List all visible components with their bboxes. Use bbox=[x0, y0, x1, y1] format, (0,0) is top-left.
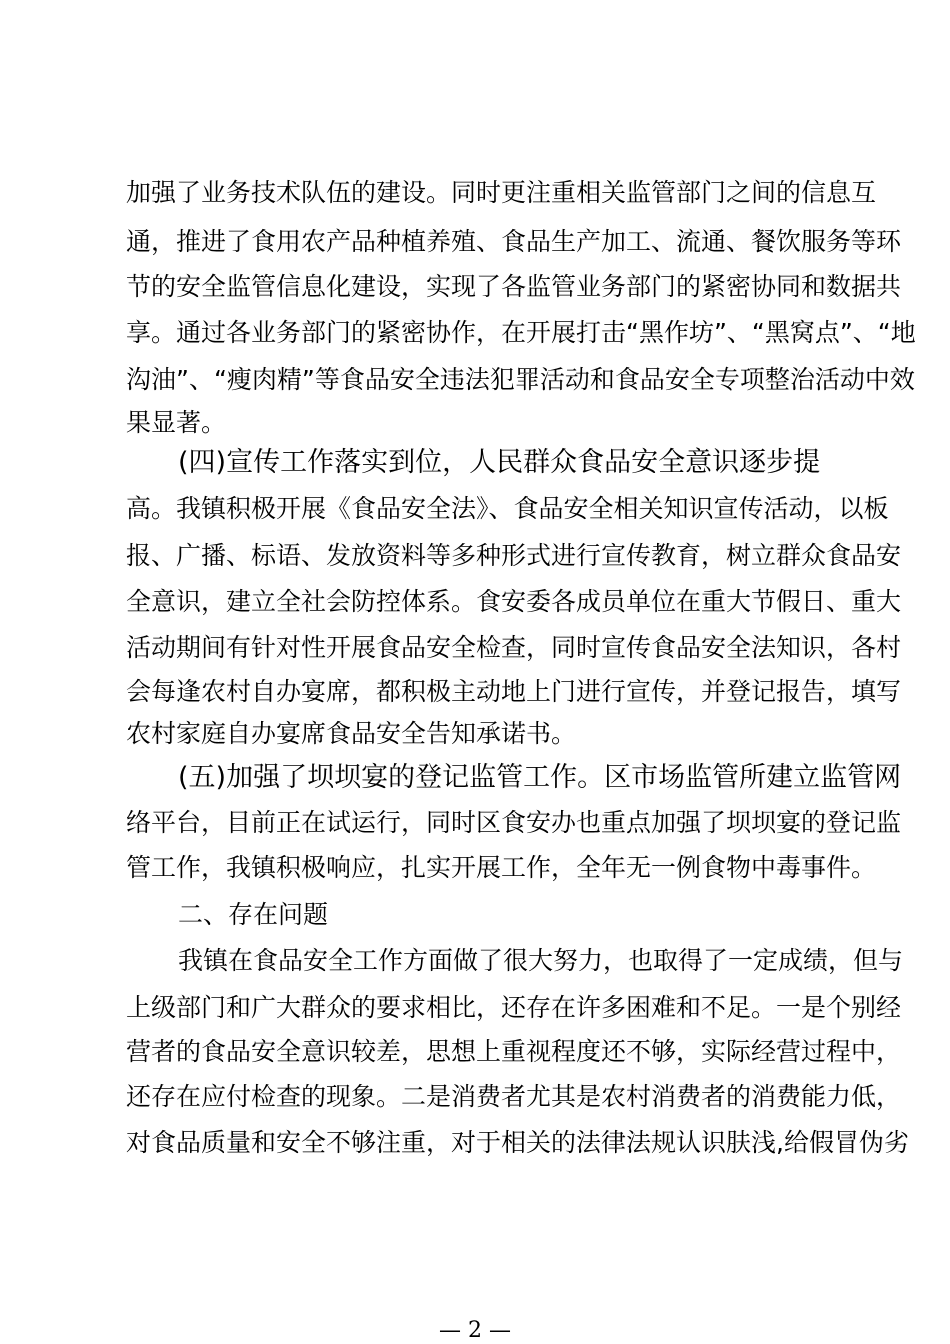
text-line: 享。通过各业务部门的紧密协作，在开展打击“黑作坊”、“黑窝点”、“地 bbox=[126, 318, 916, 347]
text-line: 营者的食品安全意识较差，思想上重视程度还不够，实际经营过程中， bbox=[126, 1037, 902, 1066]
section-heading-four: (四)宣传工作落实到位，人民群众食品安全意识逐步提 bbox=[178, 447, 821, 478]
text-line: 我镇在食品安全工作方面做了很大努力，也取得了一定成绩，但与 bbox=[178, 946, 904, 975]
text-line: 果显著。 bbox=[126, 408, 227, 437]
text-line: 节的安全监管信息化建设，实现了各监管业务部门的紧密协同和数据共 bbox=[126, 272, 902, 301]
text-line: 农村家庭自办宴席食品安全告知承诺书。 bbox=[126, 719, 577, 748]
text-line: 报、广播、标语、发放资料等多种形式进行宣传教育，树立群众食品安 bbox=[126, 541, 902, 570]
text-line: 加强了业务技术队伍的建设。同时更注重相关监管部门之间的信息互 bbox=[126, 178, 877, 207]
page-number: — 2 — bbox=[439, 1318, 511, 1343]
text-line: 全意识，建立全社会防控体系。食安委各成员单位在重大节假日、重大 bbox=[126, 587, 902, 616]
text-line: 会每逢农村自办宴席，都积极主动地上门进行宣传，并登记报告，填写 bbox=[126, 677, 902, 706]
text-line: 高。我镇积极开展《食品安全法》、食品安全相关知识宣传活动，以板 bbox=[126, 494, 889, 523]
text-line: 还存在应付检查的现象。二是消费者尤其是农村消费者的消费能力低， bbox=[126, 1082, 902, 1111]
text-line: 沟油”、“瘦肉精”等食品安全违法犯罪活动和食品安全专项整治活动中效 bbox=[126, 365, 915, 394]
text-line: 管工作，我镇积极响应，扎实开展工作，全年无一例食物中毒事件。 bbox=[126, 853, 877, 882]
text-line: 通，推进了食用农产品种植养殖、食品生产加工、流通、餐饮服务等环 bbox=[126, 227, 902, 256]
section-heading-issues: 二、存在问题 bbox=[178, 900, 329, 929]
text-line: 对食品质量和安全不够注重，对于相关的法律法规认识肤浅,给假冒伪劣 bbox=[126, 1128, 909, 1157]
text-line: 上级部门和广大群众的要求相比，还存在许多困难和不足。一是个别经 bbox=[126, 993, 902, 1022]
text-line: 络平台，目前正在试运行，同时区食安办也重点加强了坝坝宴的登记监 bbox=[126, 808, 902, 837]
section-heading-five: (五)加强了坝坝宴的登记监管工作。区市场监管所建立监管网 bbox=[178, 762, 902, 793]
text-line: 活动期间有针对性开展食品安全检查，同时宣传食品安全法知识，各村 bbox=[126, 633, 902, 662]
